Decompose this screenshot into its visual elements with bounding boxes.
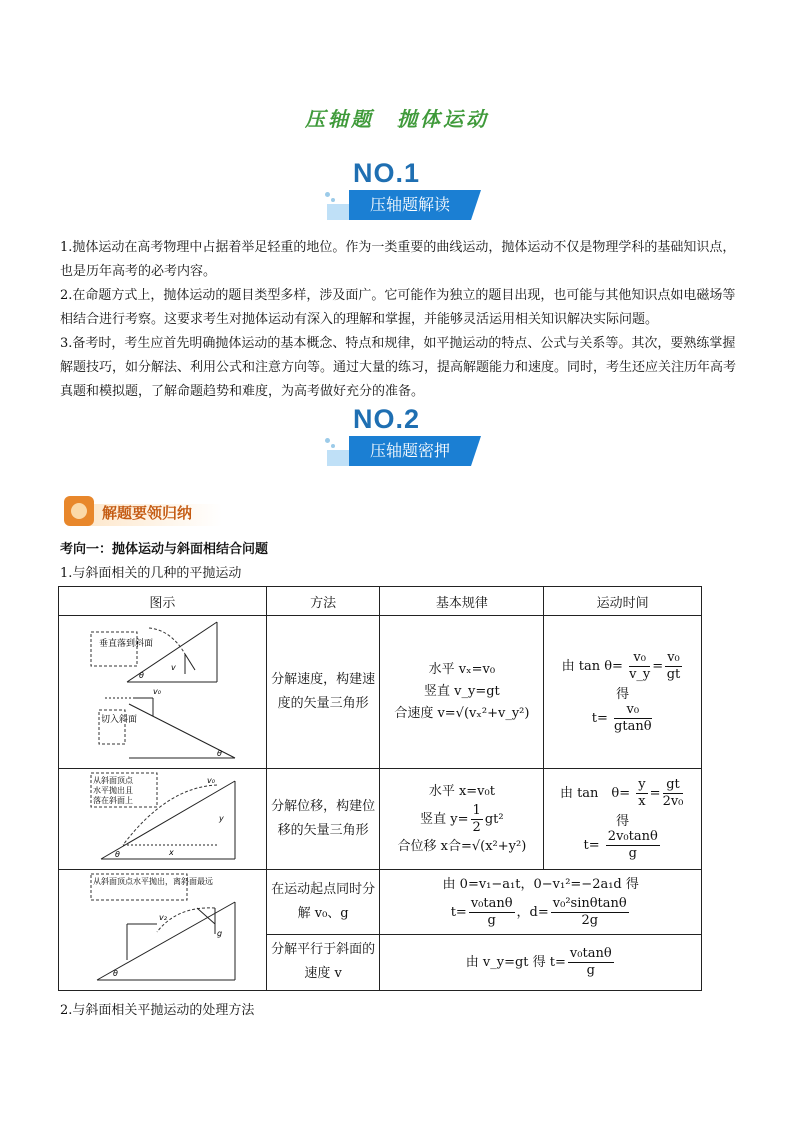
figure-label-top-throw-3: 落在斜面上 (93, 796, 134, 805)
law-parallel-prefix: 由 v_y=gt 得 t= (465, 954, 566, 970)
fraction-denominator: g (487, 913, 496, 929)
law-vertical-suffix: gt² (484, 811, 504, 827)
header-method: 方法 (266, 587, 380, 616)
figure-label-perpendicular: 垂直落到斜面 (99, 639, 154, 649)
svg-text:y: y (219, 814, 225, 823)
table-row (59, 870, 702, 935)
time-result-word: 得 (616, 686, 630, 702)
time-prefix: 由 tan θ= (561, 658, 623, 674)
time-cell-1: 由 tan θ= $\frac{\text{v₀}}{v\_y}$ = $\frac{\text{v₀}}{gt}$ 得 t= $\frac{\text{v₀}}{gtan\theta}$ (544, 616, 702, 769)
method-cell-3b: 分解平行于斜面的速度 v (266, 934, 380, 990)
subheading-1: 1.与斜面相关的几种的平抛运动 (60, 566, 242, 581)
svg-text:θ: θ (139, 671, 145, 680)
displacement-incline-diagram (87, 771, 237, 863)
figure-label-top-throw: 从斜面顶点 (93, 776, 134, 785)
fraction-denominator: g (628, 845, 637, 861)
projectile-table (58, 586, 702, 991)
table-header-row (59, 587, 702, 616)
time-symbol: t= (583, 837, 600, 853)
intro-paragraph-2: 2.在命题方式上，抛体运动的题目类型多样，涉及面广。它可能作为独立的题目出现，也可能与其他知识点如电磁场等相结合进行考察。这要求考生对抛体运动有深入的理解和掌握，并能够灵活运用相关知识解决实际问题。 (60, 288, 736, 327)
tips-tag (64, 496, 224, 528)
law-resultant-displacement: 合位移 x合=√(x²+y²) (397, 838, 527, 854)
figure-cell-3 (59, 870, 267, 991)
fraction-numerator: 1 (472, 802, 481, 818)
fraction-numerator: v₀tanθ (470, 896, 513, 912)
law-cell-3a (380, 870, 702, 935)
svg-text:θ: θ (113, 969, 119, 978)
section-label-1: 压轴题解读 (369, 195, 450, 214)
section-badge-1 (325, 158, 485, 234)
law-horizontal-velocity: 水平 vₓ=v₀ (428, 662, 496, 677)
law-cell-2 (380, 769, 544, 870)
fraction-numerator: v₀²sinθtanθ (552, 896, 627, 912)
svg-text:v₀: v₀ (207, 776, 216, 785)
svg-text:v: v (171, 663, 177, 672)
header-time: 运动时间 (544, 587, 702, 616)
fraction-numerator: v₀ (667, 649, 680, 665)
fraction-denominator: 2v₀ (662, 793, 684, 809)
fraction-denominator: gtanθ (614, 718, 652, 734)
intro-paragraph-3: 3.备考时，考生应首先明确抛体运动的基本概念、特点和规律，如平抛运动的特点、公式与关系等。其次，要熟练掌握解题技巧，如分解法、利用公式和注意方向等。通过大量的练习，提高解题能力和速度。同时，考生还应关注历年高考真题和模拟题，了解命题趋势和难度，为高考做好充分的准备。 (60, 336, 737, 399)
svg-text:θ: θ (115, 850, 121, 859)
figure-cell-2 (59, 769, 267, 870)
subheading-2: 2.与斜面相关平抛运动的处理方法 (60, 1003, 255, 1018)
farthest-from-incline-diagram (87, 872, 237, 984)
intro-text (60, 236, 740, 404)
table-row (59, 769, 702, 870)
law-cell-1 (380, 616, 544, 769)
svg-text:g: g (217, 929, 223, 938)
fraction-numerator: y (638, 776, 646, 792)
law-resultant-velocity: 合速度 v=√(vₓ²+v_y²) (394, 706, 530, 721)
svg-text:v₀: v₀ (153, 687, 162, 696)
figure-label-farthest: 从斜面顶点水平抛出，离斜面最远 (93, 877, 214, 886)
fraction-denominator: v_y (629, 666, 651, 682)
method-cell-1: 分解速度，构建速度的矢量三角形 (266, 616, 380, 769)
svg-text:v₂: v₂ (159, 913, 168, 922)
fraction-denominator: 2 (472, 819, 481, 835)
intro-paragraph-1: 1.抛体运动在高考物理中占据着举足轻重的地位。作为一类重要的曲线运动，抛体运动不仅是物理学科的基础知识点，也是历年高考的必考内容。 (60, 240, 736, 279)
tips-tag-label: 解题要领归纳 (102, 504, 193, 522)
time-symbol: t= (450, 905, 467, 921)
figure-label-tangent: 切入斜面 (101, 715, 138, 725)
table-row (59, 616, 702, 769)
fraction-numerator: v₀tanθ (569, 945, 612, 961)
fraction-denominator: x (638, 793, 646, 809)
section-number-1: NO.1 (353, 158, 421, 188)
direction-heading: 考向一：抛体运动与斜面相结合问题 (60, 542, 269, 557)
time-result-word: 得 (616, 813, 630, 829)
fraction-numerator: 2v₀tanθ (607, 828, 658, 844)
section-label-2: 压轴题密押 (369, 441, 450, 460)
fraction-numerator: v₀ (629, 650, 650, 667)
method-cell-2: 分解位移，构建位移的矢量三角形 (266, 769, 380, 870)
header-law: 基本规律 (380, 587, 544, 616)
figure-cell-1 (59, 616, 267, 769)
distance-symbol: ，d= (516, 905, 549, 921)
law-cell-3b (380, 934, 702, 990)
fraction-numerator: gt (663, 777, 684, 794)
header-figure: 图示 (59, 587, 267, 616)
svg-text:x: x (169, 848, 175, 857)
figure-label-top-throw-2: 水平抛出且 (93, 786, 134, 795)
method-cell-3a: 在运动起点同时分解 v₀、g (266, 870, 380, 935)
section-badge-2 (325, 404, 485, 480)
law-horizontal-displacement: 水平 x=v₀t (428, 783, 495, 799)
velocity-incline-diagram (87, 618, 237, 762)
law-farthest-equation: 由 0=v₁−a₁t，0−v₁²=−2a₁d 得 (442, 877, 639, 893)
svg-text:θ: θ (217, 749, 223, 758)
student-icon (64, 496, 94, 526)
fraction-denominator: 2g (581, 913, 599, 929)
law-vertical-velocity: 竖直 v_y=gt (424, 684, 500, 699)
fraction-denominator: g (586, 962, 595, 978)
section-number-2: NO.2 (353, 404, 421, 434)
page-title: 压轴题 抛体运动 (305, 107, 489, 131)
fraction-denominator: gt (666, 666, 681, 682)
time-symbol: t= (591, 710, 608, 726)
law-vertical-prefix: 竖直 y= (420, 811, 469, 827)
time-cell-2: 由 tan θ= $\frac{y}{x}$ = $\frac{gt}{\text{2v₀}}$ 得 t= $\frac{\text{2v₀tanθ}}{g}$ (544, 769, 702, 870)
fraction-numerator: v₀ (614, 702, 652, 719)
time-prefix: 由 tan θ= (559, 785, 631, 801)
